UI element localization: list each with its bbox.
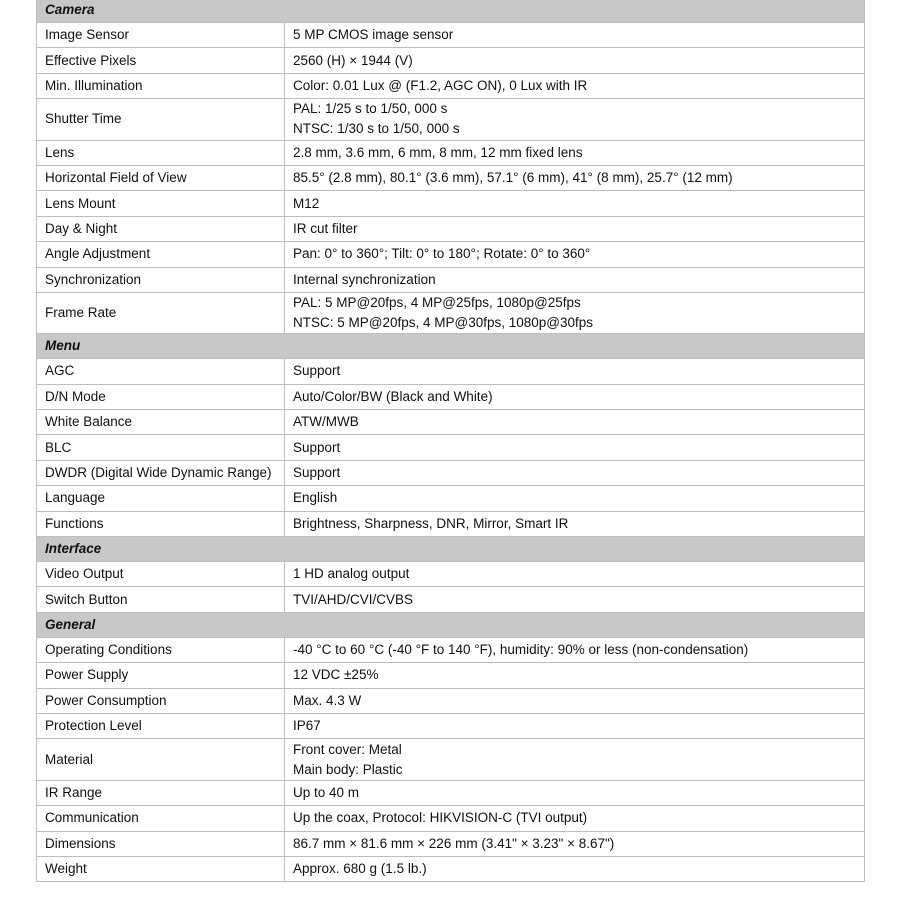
spec-row bbox=[37, 486, 865, 511]
spec-value-line: 12 VDC ±25% bbox=[293, 667, 379, 683]
spec-row bbox=[37, 663, 865, 688]
spec-label: Functions bbox=[37, 511, 285, 536]
spec-row bbox=[37, 739, 865, 780]
spec-row bbox=[37, 435, 865, 460]
spec-value bbox=[285, 663, 865, 688]
spec-value-line: Max. 4.3 W bbox=[293, 692, 362, 708]
spec-value bbox=[285, 140, 865, 165]
section-title: General bbox=[37, 612, 865, 637]
spec-label: Protection Level bbox=[37, 713, 285, 738]
spec-value-line: M12 bbox=[293, 195, 320, 211]
spec-value-line: 1 HD analog output bbox=[293, 566, 410, 582]
spec-row bbox=[37, 191, 865, 216]
spec-table-body bbox=[37, 0, 865, 882]
spec-value-line: Brightness, Sharpness, DNR, Mirror, Smart IR bbox=[293, 515, 569, 531]
spec-row bbox=[37, 806, 865, 831]
spec-label: Horizontal Field of View bbox=[37, 165, 285, 190]
spec-label: Lens bbox=[37, 140, 285, 165]
spec-row bbox=[37, 713, 865, 738]
spec-label: Shutter Time bbox=[37, 99, 285, 140]
spec-value-line: ATW/MWB bbox=[293, 414, 359, 430]
spec-value bbox=[285, 48, 865, 73]
spec-row bbox=[37, 688, 865, 713]
section-header-camera bbox=[37, 0, 865, 23]
spec-label: Power Consumption bbox=[37, 688, 285, 713]
spec-label: D/N Mode bbox=[37, 384, 285, 409]
spec-value-line: Auto/Color/BW (Black and White) bbox=[293, 388, 493, 404]
spec-row bbox=[37, 48, 865, 73]
spec-value bbox=[285, 267, 865, 292]
spec-label: Operating Conditions bbox=[37, 637, 285, 662]
spec-row bbox=[37, 637, 865, 662]
spec-label: Frame Rate bbox=[37, 292, 285, 333]
spec-value-line: Up the coax, Protocol: HIKVISION-C (TVI output) bbox=[293, 810, 588, 826]
spec-value bbox=[285, 831, 865, 856]
spec-row bbox=[37, 292, 865, 333]
spec-value bbox=[285, 191, 865, 216]
spec-value bbox=[285, 292, 865, 333]
spec-value-line: 85.5° (2.8 mm), 80.1° (3.6 mm), 57.1° (6 mm), 41° (8 mm), 25.7° (12 mm) bbox=[293, 170, 733, 186]
spec-value bbox=[285, 435, 865, 460]
spec-value bbox=[285, 562, 865, 587]
spec-value-line: PAL: 1/25 s to 1/50, 000 s bbox=[293, 101, 448, 117]
spec-table bbox=[36, 0, 865, 882]
section-header-general bbox=[37, 612, 865, 637]
section-header-interface bbox=[37, 537, 865, 562]
spec-value-line: Main body: Plastic bbox=[293, 761, 403, 777]
spec-label: Image Sensor bbox=[37, 23, 285, 48]
spec-row bbox=[37, 140, 865, 165]
spec-label: IR Range bbox=[37, 780, 285, 805]
spec-value bbox=[285, 216, 865, 241]
spec-value bbox=[285, 713, 865, 738]
spec-row bbox=[37, 73, 865, 98]
section-title: Camera bbox=[37, 0, 865, 23]
spec-value-line: Color: 0.01 Lux @ (F1.2, AGC ON), 0 Lux with IR bbox=[293, 77, 588, 93]
spec-value bbox=[285, 511, 865, 536]
spec-value bbox=[285, 587, 865, 612]
spec-value bbox=[285, 384, 865, 409]
spec-label: AGC bbox=[37, 359, 285, 384]
spec-row bbox=[37, 23, 865, 48]
spec-value-line: NTSC: 5 MP@20fps, 4 MP@30fps, 1080p@30fps bbox=[293, 315, 593, 331]
section-header-menu bbox=[37, 334, 865, 359]
spec-row bbox=[37, 242, 865, 267]
spec-value-line: 2560 (H) × 1944 (V) bbox=[293, 52, 413, 68]
spec-label: Effective Pixels bbox=[37, 48, 285, 73]
spec-value bbox=[285, 637, 865, 662]
spec-value bbox=[285, 460, 865, 485]
spec-label: Switch Button bbox=[37, 587, 285, 612]
spec-value bbox=[285, 165, 865, 190]
spec-value-line: Front cover: Metal bbox=[293, 741, 402, 757]
spec-row bbox=[37, 562, 865, 587]
spec-row bbox=[37, 511, 865, 536]
spec-row bbox=[37, 384, 865, 409]
spec-value-line: Support bbox=[293, 363, 341, 379]
spec-value bbox=[285, 739, 865, 780]
spec-label: Power Supply bbox=[37, 663, 285, 688]
spec-value bbox=[285, 99, 865, 140]
spec-row bbox=[37, 856, 865, 881]
spec-label: Language bbox=[37, 486, 285, 511]
spec-label: Video Output bbox=[37, 562, 285, 587]
spec-label: Lens Mount bbox=[37, 191, 285, 216]
spec-label: DWDR (Digital Wide Dynamic Range) bbox=[37, 460, 285, 485]
spec-label: BLC bbox=[37, 435, 285, 460]
section-title: Menu bbox=[37, 334, 865, 359]
spec-value-line: TVI/AHD/CVI/CVBS bbox=[293, 591, 414, 607]
spec-value-line: 86.7 mm × 81.6 mm × 226 mm (3.41" × 3.23" × 8.67") bbox=[293, 835, 615, 851]
spec-value-line: English bbox=[293, 490, 338, 506]
spec-value-line: Approx. 680 g (1.5 lb.) bbox=[293, 861, 427, 877]
spec-value-line: 2.8 mm, 3.6 mm, 6 mm, 8 mm, 12 mm fixed lens bbox=[293, 144, 583, 160]
spec-label: Day & Night bbox=[37, 216, 285, 241]
spec-row bbox=[37, 99, 865, 140]
spec-row bbox=[37, 267, 865, 292]
spec-value-line: IR cut filter bbox=[293, 220, 358, 236]
spec-value bbox=[285, 780, 865, 805]
spec-value-line: Pan: 0° to 360°; Tilt: 0° to 180°; Rotate: 0° to 360° bbox=[293, 246, 591, 262]
spec-label: Angle Adjustment bbox=[37, 242, 285, 267]
spec-value bbox=[285, 23, 865, 48]
spec-value bbox=[285, 242, 865, 267]
spec-row bbox=[37, 216, 865, 241]
spec-label: Synchronization bbox=[37, 267, 285, 292]
spec-value-line: 5 MP CMOS image sensor bbox=[293, 27, 454, 43]
spec-value-line: Support bbox=[293, 439, 341, 455]
spec-label: Weight bbox=[37, 856, 285, 881]
spec-value bbox=[285, 688, 865, 713]
spec-value-line: Up to 40 m bbox=[293, 784, 360, 800]
spec-row bbox=[37, 587, 865, 612]
spec-value bbox=[285, 856, 865, 881]
spec-label: Dimensions bbox=[37, 831, 285, 856]
spec-row bbox=[37, 359, 865, 384]
spec-label: Communication bbox=[37, 806, 285, 831]
spec-row bbox=[37, 460, 865, 485]
spec-row bbox=[37, 165, 865, 190]
spec-label: White Balance bbox=[37, 410, 285, 435]
spec-value bbox=[285, 73, 865, 98]
spec-value bbox=[285, 806, 865, 831]
spec-value-line: Support bbox=[293, 465, 341, 481]
spec-row bbox=[37, 831, 865, 856]
spec-value bbox=[285, 410, 865, 435]
spec-value-line: NTSC: 1/30 s to 1/50, 000 s bbox=[293, 121, 460, 137]
section-title: Interface bbox=[37, 537, 865, 562]
spec-value-line: Internal synchronization bbox=[293, 271, 436, 287]
spec-value-line: IP67 bbox=[293, 718, 321, 734]
spec-value-line: PAL: 5 MP@20fps, 4 MP@25fps, 1080p@25fps bbox=[293, 295, 581, 311]
spec-row bbox=[37, 780, 865, 805]
spec-value-line: -40 °C to 60 °C (-40 °F to 140 °F), humidity: 90% or less (non-condensation) bbox=[293, 642, 749, 657]
spec-label: Min. Illumination bbox=[37, 73, 285, 98]
spec-value bbox=[285, 486, 865, 511]
spec-row bbox=[37, 410, 865, 435]
spec-value bbox=[285, 359, 865, 384]
spec-label: Material bbox=[37, 739, 285, 780]
